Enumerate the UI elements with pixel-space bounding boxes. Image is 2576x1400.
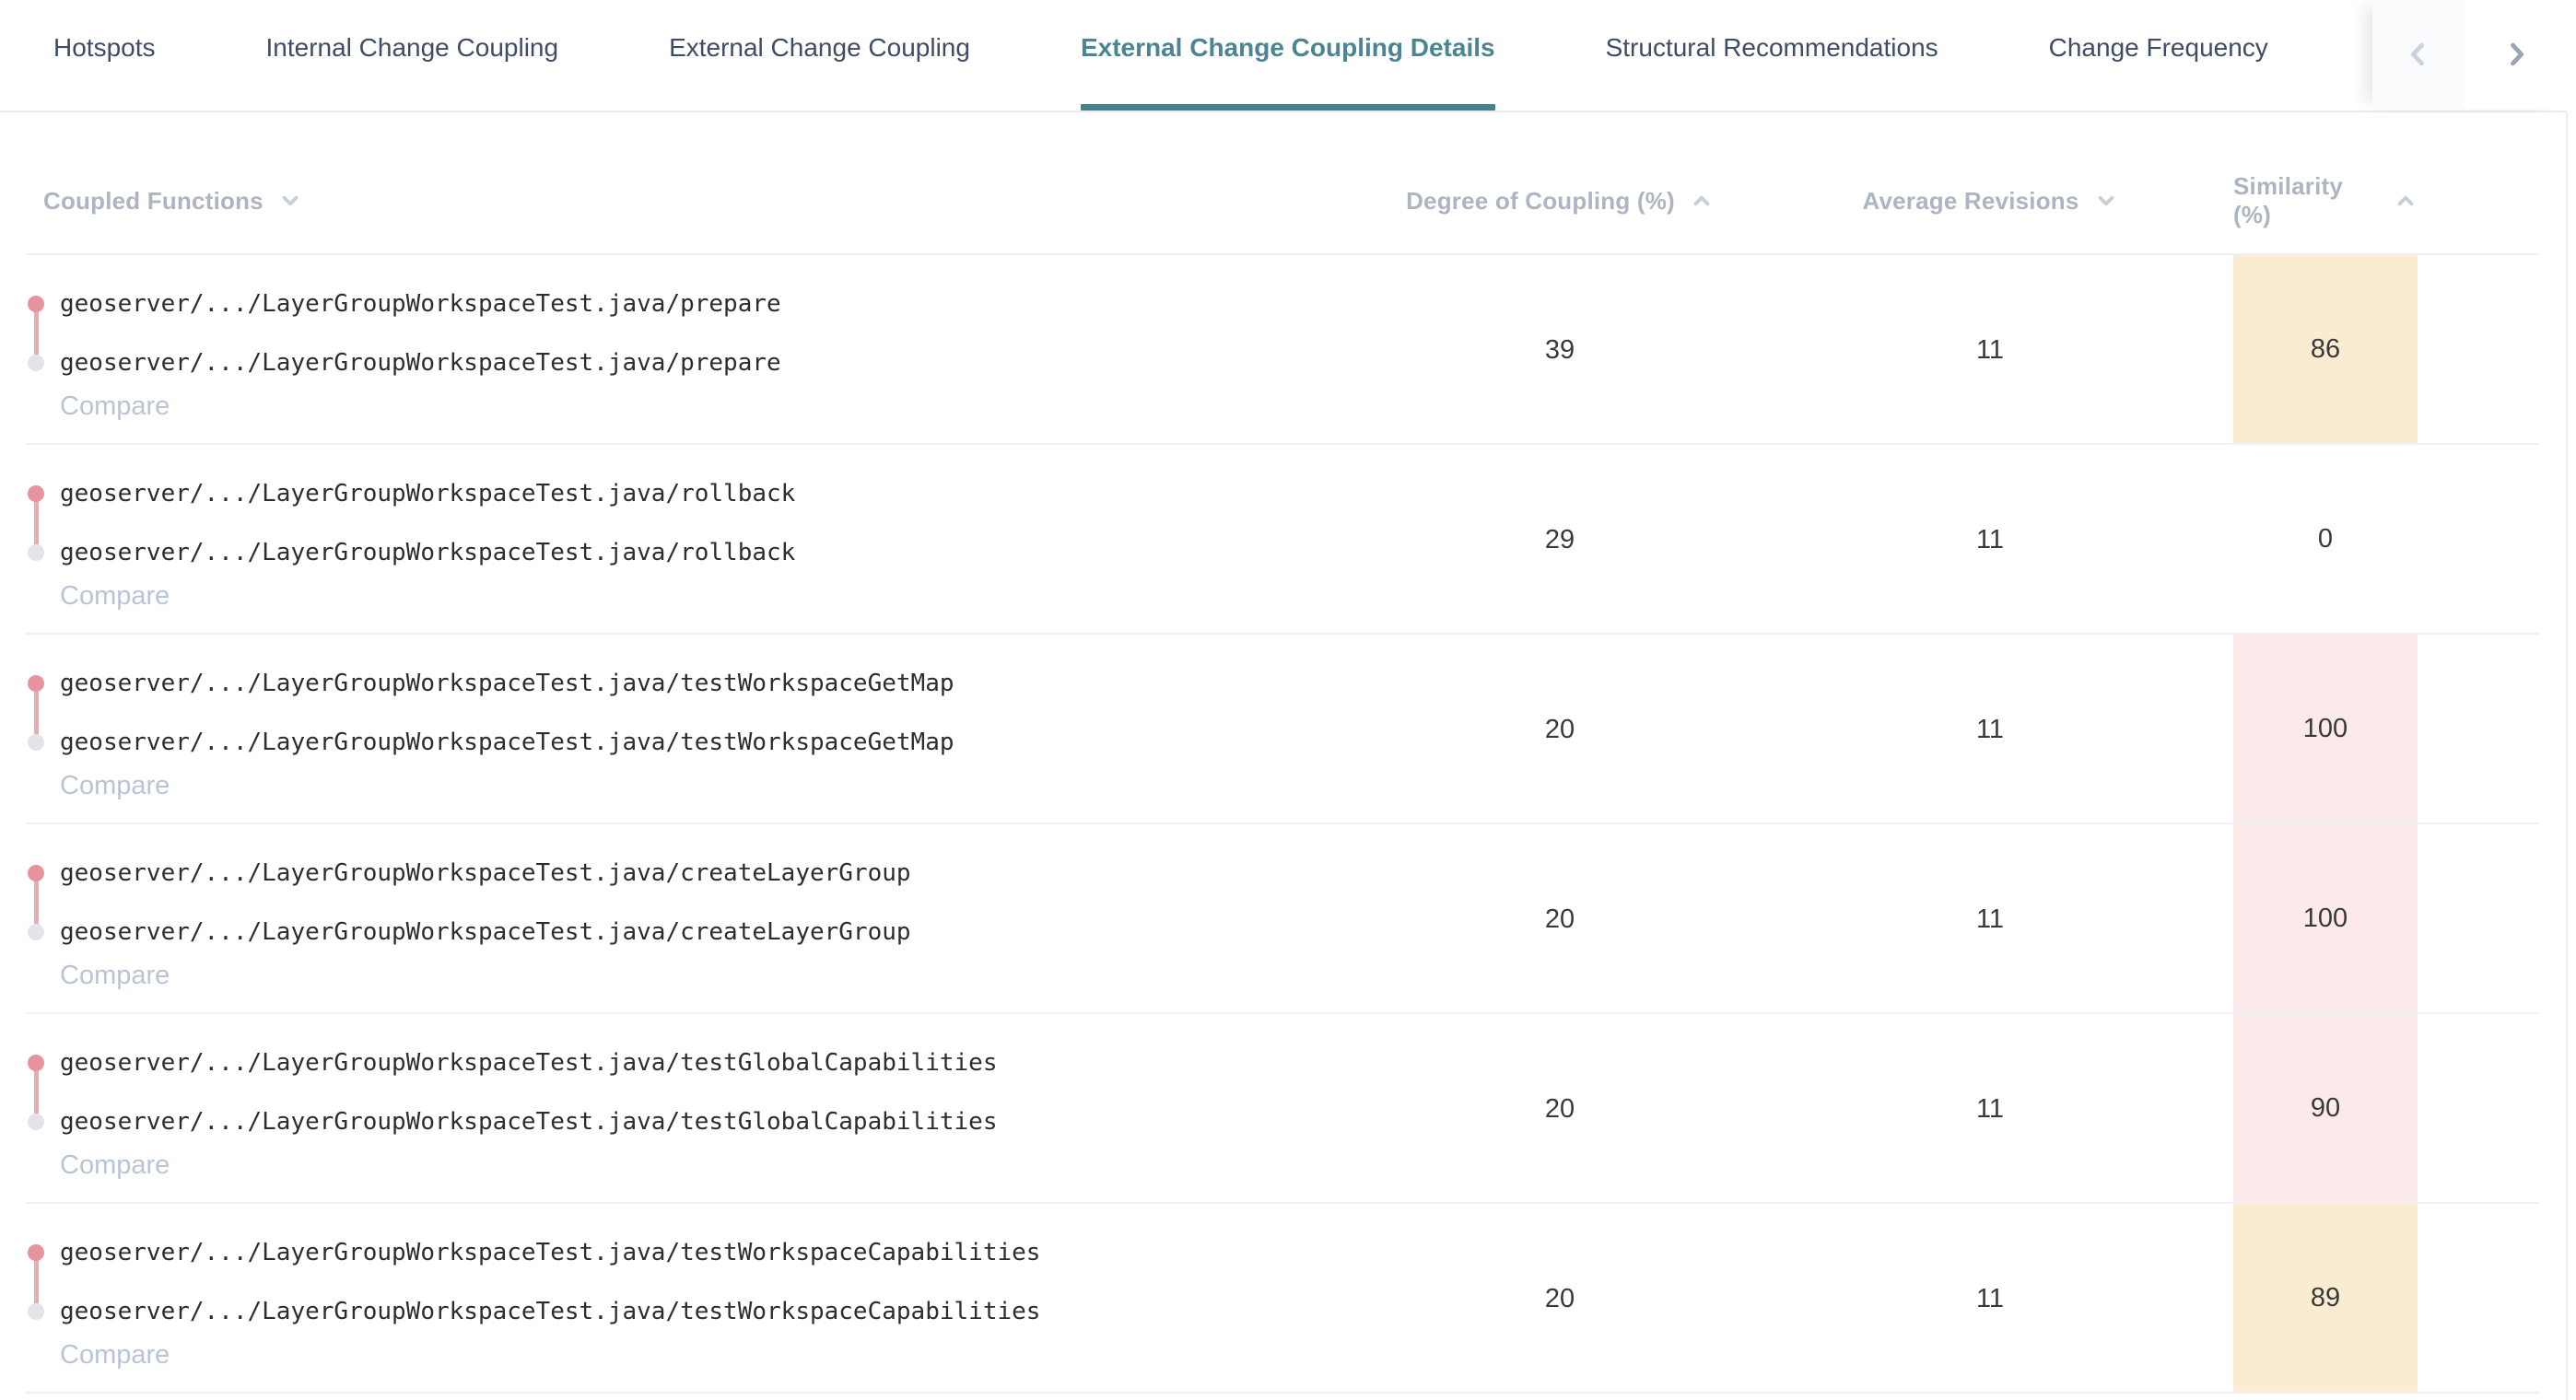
coupling-pair-marker-icon [28, 485, 44, 561]
tab-scroll-controls [2372, 0, 2567, 109]
function-a-path: geoserver/.../LayerGroupWorkspaceTest.java/testGlobalCapabilities [60, 1049, 998, 1077]
table-row [0, 824, 2539, 1014]
similarity-cell [2233, 445, 2418, 635]
compare-link[interactable]: Compare [60, 771, 170, 800]
table-row [0, 635, 2539, 824]
similarity-value: 100 [2233, 635, 2418, 822]
degree-of-coupling-value: 20 [1544, 1283, 1575, 1313]
table-row [0, 1204, 2539, 1394]
coupled-functions-cell [0, 1014, 1345, 1204]
coupling-pair-marker-icon [28, 865, 44, 940]
average-revisions-value: 11 [1975, 1093, 2005, 1124]
sort-chevron-up-icon [2394, 189, 2418, 213]
table-row [0, 445, 2539, 635]
function-b-path: geoserver/.../LayerGroupWorkspaceTest.java/rollback [60, 539, 796, 566]
column-header-degree-of-coupling[interactable] [1345, 112, 1732, 255]
function-a-path: geoserver/.../LayerGroupWorkspaceTest.java/rollback [60, 480, 796, 508]
chevron-left-icon [2403, 39, 2434, 70]
tab-change-frequency[interactable]: Change Frequency [2048, 33, 2268, 62]
column-header-similarity[interactable] [2233, 112, 2418, 255]
compare-link[interactable]: Compare [60, 391, 170, 421]
tab-list [0, 0, 2567, 111]
table-header-row [0, 112, 2539, 255]
compare-link[interactable]: Compare [60, 961, 170, 990]
similarity-value: 0 [2317, 523, 2334, 554]
scrollbar-gutter[interactable] [2566, 112, 2576, 1400]
compare-link[interactable]: Compare [60, 1150, 170, 1180]
sort-chevron-up-icon [1690, 189, 1714, 213]
scroll-tabs-left-button[interactable] [2372, 0, 2465, 109]
tab-structural-recommendations[interactable]: Structural Recommendations [1605, 33, 1938, 62]
similarity-cell [2233, 255, 2418, 445]
compare-link[interactable]: Compare [60, 581, 170, 611]
function-b-path: geoserver/.../LayerGroupWorkspaceTest.java/testGlobalCapabilities [60, 1108, 998, 1136]
similarity-cell [2233, 1014, 2418, 1204]
coupling-pair-marker-icon [28, 675, 44, 751]
average-revisions-value: 11 [1975, 714, 2005, 744]
column-header-average-revisions[interactable] [1732, 112, 2233, 255]
average-revisions-value: 11 [1975, 524, 2005, 554]
average-revisions-value: 11 [1975, 904, 2005, 934]
chevron-right-icon [2500, 39, 2532, 70]
degree-of-coupling-value: 29 [1544, 524, 1575, 554]
coupled-functions-cell [0, 635, 1345, 824]
function-b-path: geoserver/.../LayerGroupWorkspaceTest.java/prepare [60, 349, 781, 377]
compare-link[interactable]: Compare [60, 1340, 170, 1370]
function-a-path: geoserver/.../LayerGroupWorkspaceTest.java/testWorkspaceGetMap [60, 670, 954, 697]
similarity-value: 89 [2233, 1204, 2418, 1392]
similarity-cell [2233, 1204, 2418, 1394]
similarity-cell [2233, 824, 2418, 1014]
function-b-path: geoserver/.../LayerGroupWorkspaceTest.java/createLayerGroup [60, 918, 911, 946]
table-row [0, 255, 2539, 445]
coupled-functions-cell [0, 255, 1345, 445]
table-body [0, 255, 2539, 1394]
coupled-functions-table [0, 112, 2539, 1394]
coupled-functions-cell [0, 445, 1345, 635]
function-a-path: geoserver/.../LayerGroupWorkspaceTest.java/testWorkspaceCapabilities [60, 1239, 1041, 1266]
tab-internal-change-coupling[interactable]: Internal Change Coupling [265, 33, 559, 62]
average-revisions-value: 11 [1975, 1283, 2005, 1313]
scroll-tabs-right-button[interactable] [2465, 0, 2567, 109]
function-b-path: geoserver/.../LayerGroupWorkspaceTest.java/testWorkspaceGetMap [60, 729, 954, 756]
coupling-pair-marker-icon [28, 296, 44, 371]
coupling-pair-marker-icon [28, 1055, 44, 1130]
similarity-cell [2233, 635, 2418, 824]
coupling-pair-marker-icon [28, 1244, 44, 1320]
column-header-coupled-functions[interactable] [0, 112, 1345, 255]
column-label: Average Revisions [1862, 186, 2079, 215]
function-b-path: geoserver/.../LayerGroupWorkspaceTest.java/testWorkspaceCapabilities [60, 1298, 1041, 1325]
similarity-value: 90 [2233, 1014, 2418, 1202]
coupled-functions-cell [0, 1204, 1345, 1394]
sort-chevron-down-icon [2094, 189, 2118, 213]
table-row [0, 1014, 2539, 1204]
coupled-functions-cell [0, 824, 1345, 1014]
degree-of-coupling-value: 39 [1544, 334, 1575, 365]
similarity-value: 100 [2233, 824, 2418, 1012]
sort-chevron-down-icon [278, 189, 302, 213]
degree-of-coupling-value: 20 [1544, 904, 1575, 934]
degree-of-coupling-value: 20 [1544, 714, 1575, 744]
similarity-value: 86 [2233, 255, 2418, 443]
column-label: Coupled Functions [43, 186, 263, 215]
average-revisions-value: 11 [1975, 334, 2005, 365]
tab-external-change-coupling[interactable]: External Change Coupling [669, 33, 970, 62]
function-a-path: geoserver/.../LayerGroupWorkspaceTest.java/createLayerGroup [60, 859, 911, 887]
column-label: Similarity (%) [2233, 172, 2344, 228]
tab-hotspots[interactable]: Hotspots [53, 33, 156, 62]
tab-bar [0, 0, 2567, 112]
function-a-path: geoserver/.../LayerGroupWorkspaceTest.java/prepare [60, 290, 781, 318]
tab-external-change-coupling-details[interactable]: External Change Coupling Details [1081, 0, 1495, 111]
column-label: Degree of Coupling (%) [1406, 186, 1675, 215]
degree-of-coupling-value: 20 [1544, 1093, 1575, 1124]
